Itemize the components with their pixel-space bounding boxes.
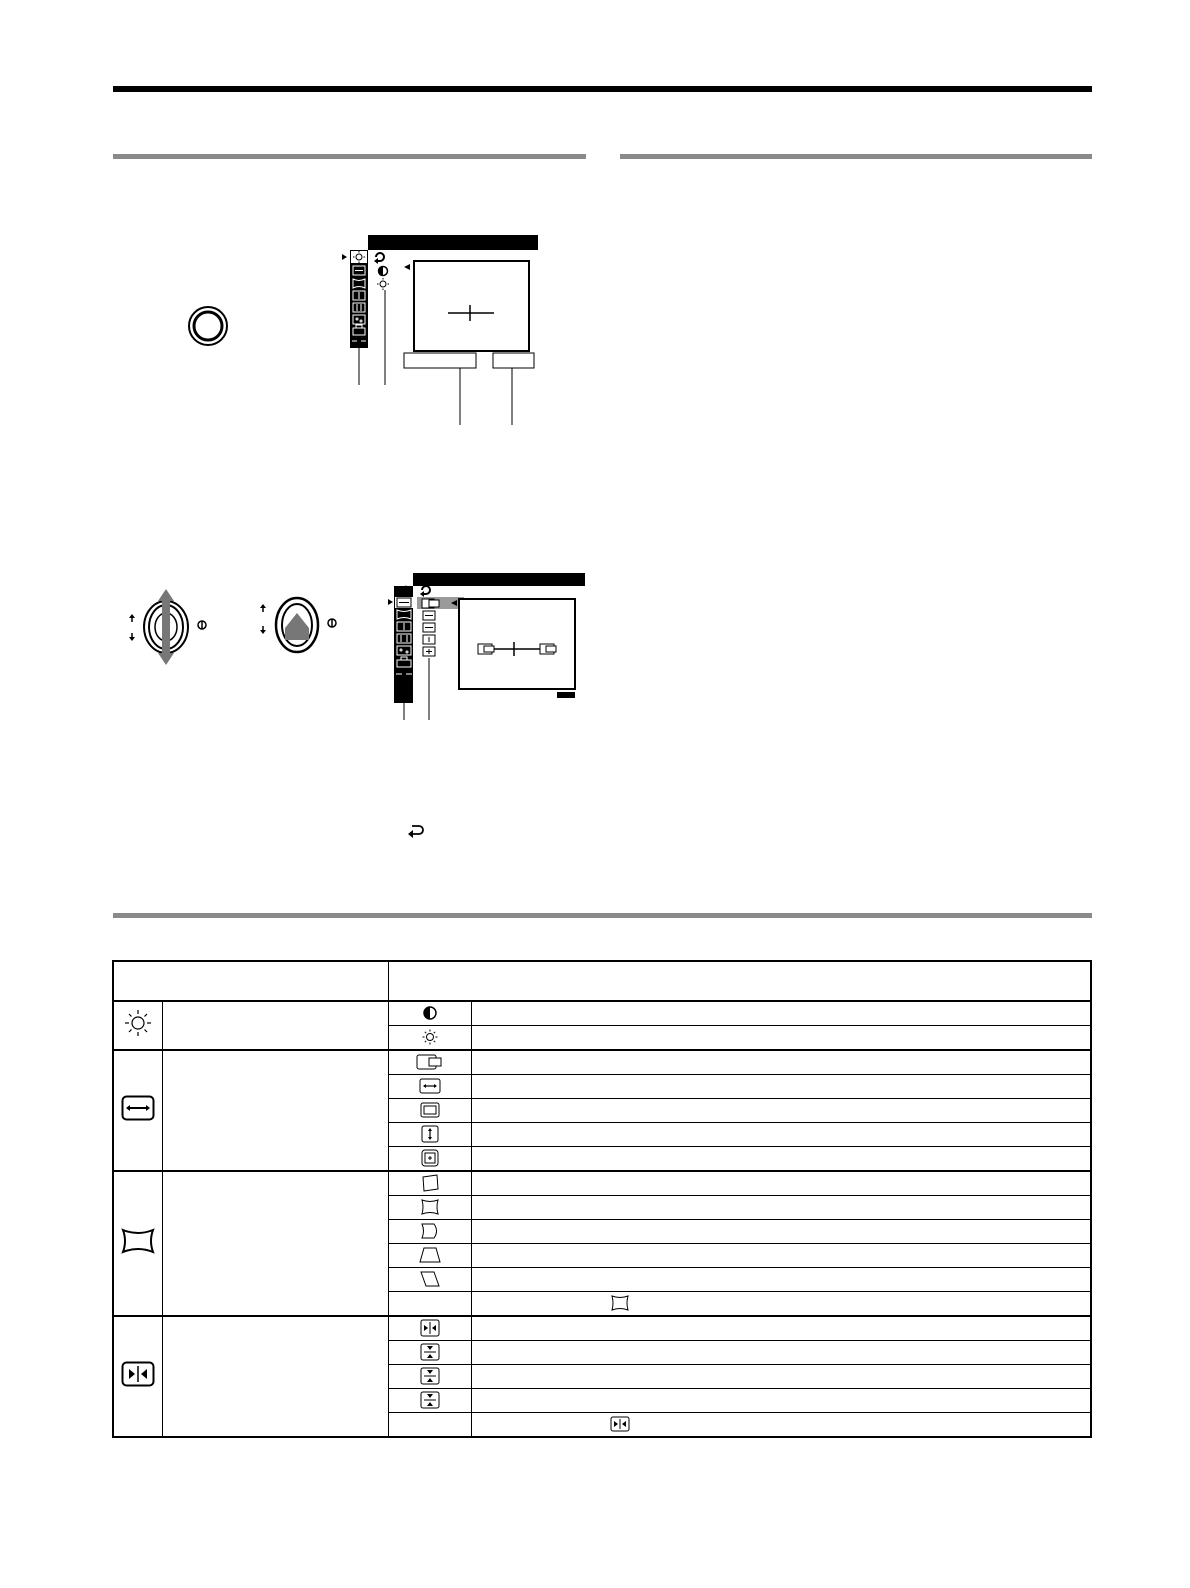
v-center-icon bbox=[420, 1101, 440, 1119]
group-size-center-name bbox=[162, 1050, 388, 1171]
table-header-items bbox=[388, 961, 1091, 1001]
key-balance-icon bbox=[419, 1270, 441, 1288]
h-size-icon bbox=[419, 1078, 441, 1094]
row-icon-cell bbox=[388, 1050, 471, 1075]
row-icon-cell-empty bbox=[388, 1292, 471, 1317]
row-description bbox=[471, 1050, 1091, 1075]
row-icon-cell bbox=[388, 1244, 471, 1268]
row-description bbox=[471, 1026, 1091, 1051]
osd-reference-table bbox=[112, 960, 1092, 1438]
keystone-icon bbox=[418, 1246, 442, 1264]
v-convergence-icon bbox=[420, 1343, 440, 1361]
pincushion-icon bbox=[420, 1198, 440, 1216]
row-icon-cell-empty bbox=[388, 1413, 471, 1438]
section-rule-table bbox=[113, 913, 1092, 918]
return-arrow-icon bbox=[406, 824, 426, 842]
section-rule-left bbox=[113, 154, 586, 159]
row-description bbox=[471, 1389, 1091, 1413]
group-brightness-cell bbox=[113, 1001, 162, 1050]
row-description bbox=[471, 1341, 1091, 1365]
geometry-icon bbox=[121, 1228, 155, 1254]
row-icon-cell bbox=[388, 1341, 471, 1365]
section-rule-right bbox=[620, 154, 1092, 159]
h-center-icon bbox=[416, 1054, 444, 1070]
group-size-center-cell bbox=[113, 1050, 162, 1171]
row-icon-cell bbox=[388, 1220, 471, 1244]
row-icon-cell bbox=[388, 1099, 471, 1123]
group-convergence-cell bbox=[113, 1316, 162, 1437]
rotation-icon bbox=[420, 1174, 440, 1192]
group-brightness-name bbox=[162, 1001, 388, 1050]
convergence-icon bbox=[121, 1361, 155, 1387]
group-geometry-name bbox=[162, 1171, 388, 1316]
row-icon-cell bbox=[388, 1147, 471, 1172]
row-description bbox=[471, 1099, 1091, 1123]
row-description bbox=[471, 1196, 1091, 1220]
row-description bbox=[471, 1365, 1091, 1389]
row-icon-cell bbox=[388, 1075, 471, 1099]
contrast-icon bbox=[422, 1005, 438, 1021]
size-center-icon bbox=[121, 1095, 155, 1121]
convergence-icon bbox=[610, 1416, 630, 1432]
row-description bbox=[471, 1244, 1091, 1268]
row-description bbox=[471, 1075, 1091, 1099]
row-icon-cell bbox=[388, 1171, 471, 1196]
row-description bbox=[471, 1147, 1091, 1172]
row-description bbox=[471, 1220, 1091, 1244]
bottom-v-convergence-icon bbox=[420, 1391, 440, 1409]
table-row bbox=[113, 1050, 1091, 1075]
pin-balance-icon bbox=[420, 1222, 440, 1240]
row-icon-cell bbox=[388, 1389, 471, 1413]
row-icon-cell bbox=[388, 1365, 471, 1389]
control-knob-press-icon bbox=[253, 595, 343, 657]
row-note bbox=[471, 1292, 1091, 1317]
table-row bbox=[113, 1001, 1091, 1026]
group-convergence-name bbox=[162, 1316, 388, 1437]
osd-figure-main-menu bbox=[338, 230, 543, 430]
row-icon-cell bbox=[388, 1026, 471, 1051]
row-icon-cell bbox=[388, 1123, 471, 1147]
row-description bbox=[471, 1123, 1091, 1147]
top-v-convergence-icon bbox=[420, 1367, 440, 1385]
row-icon-cell bbox=[388, 1268, 471, 1292]
zoom-icon bbox=[420, 1149, 440, 1167]
row-note bbox=[471, 1413, 1091, 1438]
row-description bbox=[471, 1171, 1091, 1196]
table-header-row bbox=[113, 961, 1091, 1001]
v-size-icon bbox=[420, 1125, 440, 1143]
table-row bbox=[113, 1316, 1091, 1341]
row-description bbox=[471, 1001, 1091, 1026]
osd-figure-size-center-menu bbox=[380, 568, 590, 728]
row-icon-cell bbox=[388, 1316, 471, 1341]
pincushion-icon bbox=[610, 1295, 630, 1311]
h-convergence-icon bbox=[420, 1319, 440, 1337]
table-header-menu bbox=[113, 961, 388, 1001]
row-description bbox=[471, 1268, 1091, 1292]
group-geometry-cell bbox=[113, 1171, 162, 1316]
row-description bbox=[471, 1316, 1091, 1341]
control-knob-move-icon bbox=[118, 585, 218, 665]
brightness-icon bbox=[122, 1007, 154, 1039]
top-rule bbox=[113, 86, 1092, 92]
brightness-icon bbox=[421, 1028, 439, 1046]
menu-button-icon bbox=[186, 304, 230, 348]
table-row bbox=[113, 1171, 1091, 1196]
row-icon-cell bbox=[388, 1196, 471, 1220]
row-icon-cell bbox=[388, 1001, 471, 1026]
